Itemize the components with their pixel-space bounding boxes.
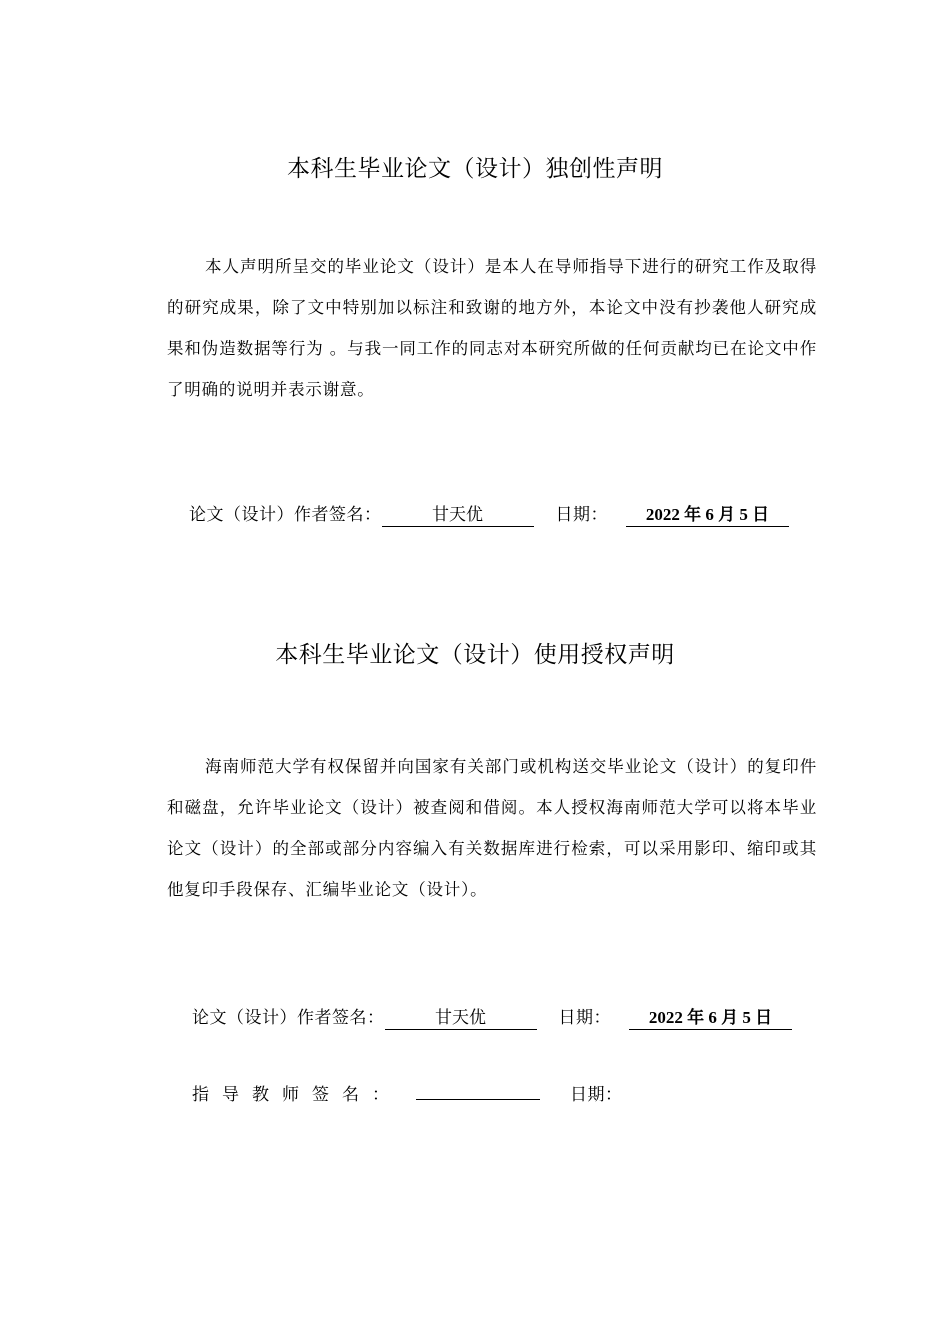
date-value: 2022 年 6 月 5 日: [629, 1008, 792, 1030]
author-signature-label: 论文（设计）作者签名：: [192, 1008, 385, 1028]
originality-statement-paragraph: 本人声明所呈交的毕业论文（设计）是本人在导师指导下进行的研究工作及取得的研究成果，除了文中特别加以标注和致谢的地方外，本论文中没有抄袭他人研究成果和伪造数据等行为 。与我一同工作的同志对本研究所做的任何贡献均已在论文中作了明确的说明并表示谢意。: [167, 257, 817, 399]
author-signature-row-2: [192, 1003, 792, 1030]
author-signature-value: 甘天优: [385, 1008, 537, 1030]
date-value: 2022 年 6 月 5 日: [626, 505, 789, 527]
author-signature-value: 甘天优: [382, 505, 534, 527]
date-label: 日期：: [555, 505, 608, 525]
originality-statement-title: 本科生毕业论文（设计）独创性声明: [287, 156, 663, 182]
advisor-signature-row: [192, 1080, 623, 1105]
advisor-signature-label: 指导教师签名：: [192, 1085, 402, 1105]
authorization-statement-paragraph: 海南师范大学有权保留并向国家有关部门或机构送交毕业论文（设计）的复印件和磁盘，允许毕业论文（设计）被查阅和借阅。本人授权海南师范大学可以将本毕业论文（设计）的全部或部分内容编入有关数据库进行检索，可以采用影印、缩印或其他复印手段保存、汇编毕业论文（设计）。: [167, 757, 817, 899]
advisor-date-label: 日期：: [570, 1085, 623, 1105]
authorization-statement-title: 本科生毕业论文（设计）使用授权声明: [275, 642, 675, 668]
advisor-signature-value: [416, 1098, 540, 1100]
author-signature-label: 论文（设计）作者签名：: [189, 505, 382, 525]
author-signature-row-1: [189, 500, 789, 527]
date-label: 日期：: [558, 1008, 611, 1028]
